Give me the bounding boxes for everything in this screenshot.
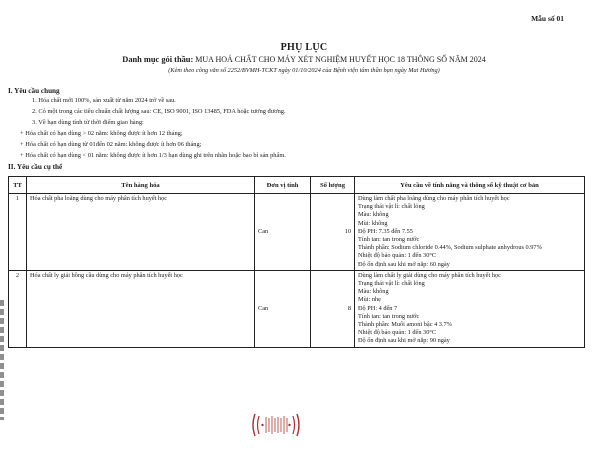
- row-name: Hóa chất pha loãng dùng cho máy phân tích huyết học: [27, 194, 255, 271]
- req-line: Trạng thái vật lí: chất lỏng: [358, 280, 425, 288]
- row-qty: 8: [311, 270, 355, 347]
- req-line: Tính tan: tan trong nước: [358, 236, 420, 244]
- row-tt: 2: [9, 270, 27, 347]
- subtitle-text: MUA HOÁ CHẤT CHO MÁY XÉT NGHIỆM HUYẾT HỌC 18 THÔNG SỐ NĂM 2024: [195, 55, 486, 64]
- req-line: Dùng làm chất ly giải dùng cho máy phân tích huyết học: [358, 271, 501, 279]
- req-line: Màu: không: [358, 288, 389, 296]
- req-line: Độ PH: 4 đến 7: [358, 304, 398, 312]
- form-number: Mẫu số 01: [531, 14, 564, 23]
- section-specific-heading: II. Yêu cầu cụ thể: [8, 163, 63, 171]
- general-line-5: + Hóa chất có hạn dùng từ 01đến 02 năm: không được ít hơn 06 tháng;: [20, 141, 202, 148]
- general-line-3: 3. Về hạn dùng tính từ thời điểm giao hàng:: [32, 119, 144, 126]
- general-line-2: 2. Có một trong các tiêu chuẩn chất lượng sau: CE, ISO 9001, ISO 13485, FDA hoặc tương đương.: [32, 108, 286, 115]
- row-unit: Can: [255, 270, 311, 347]
- col-header-tt: TT: [9, 177, 27, 194]
- section-general-heading: I. Yêu cầu chung: [8, 87, 60, 95]
- col-header-qty: Số lượng: [311, 177, 355, 194]
- row-requirements: [355, 194, 585, 271]
- page-edge-mark: [0, 300, 4, 420]
- table-header-row: [9, 177, 585, 194]
- row-tt: 1: [9, 194, 27, 271]
- row-unit: Can: [255, 194, 311, 271]
- req-line: Tính tan: tan trong nước: [358, 312, 420, 320]
- row-requirements: [355, 270, 585, 347]
- req-line: Dùng làm chất pha loãng dùng cho máy phân tích huyết học: [358, 195, 510, 202]
- table-row: [9, 270, 585, 347]
- req-line: Độ ổn định sau khi mở nắp: 60 ngày: [358, 260, 450, 268]
- general-line-4: + Hóa chất có hạn dùng > 02 năm: không được ít hơn 12 tháng;: [20, 130, 183, 137]
- req-line: Thành phần: Sodium chloride 0.44%, Sodium sulphate anhydrous 0.97%: [358, 244, 542, 252]
- req-line: Màu: không: [358, 211, 389, 219]
- req-line: Nhiệt độ bảo quản: 1 đến 30°C: [358, 329, 437, 337]
- page-subtitle: [0, 55, 608, 64]
- req-line: Trạng thái vật lí: chất lỏng: [358, 203, 425, 211]
- general-line-1: 1. Hóa chất mới 100%, sản xuất từ năm 2024 trở về sau.: [32, 97, 176, 104]
- req-line: Nhiệt độ bảo quản: 1 đến 30°C: [358, 252, 437, 260]
- col-header-name: Tên hàng hóa: [27, 177, 255, 194]
- row-qty: 10: [311, 194, 355, 271]
- table-row: [9, 194, 585, 271]
- req-line: Mùi: không: [358, 219, 388, 227]
- subtitle-label: Danh mục gói thầu:: [122, 55, 194, 64]
- req-line: Mùi: nhẹ: [358, 296, 381, 304]
- col-header-requirements: Yêu cầu về tính năng và thông số kỹ thuật cơ bản: [355, 177, 585, 194]
- row-name: Hóa chất ly giải hồng cầu dùng cho máy phân tích huyết học: [27, 270, 255, 347]
- requirements-table: [8, 176, 585, 348]
- req-line: Độ ổn định sau khi mở nắp: 90 ngày: [358, 337, 450, 345]
- page-title: PHỤ LỤC: [280, 42, 328, 53]
- stamp-seal-icon: [249, 410, 303, 440]
- reference-note: (Kèm theo công văn số 2252/BVMH-TCKT ngày 01/10/2024 của Bệnh viện tâm thần bạn ngày Mai Hương): [168, 67, 440, 74]
- req-line: Độ PH: 7.35 đến 7.55: [358, 227, 413, 235]
- req-line: Thành phần: Muối amoni bậc 4 3.7%: [358, 321, 452, 329]
- col-header-unit: Đơn vị tính: [255, 177, 311, 194]
- general-line-6: + Hóa chất có hạn dùng < 01 năm: không được ít hơn 1/3 hạn dùng ghi trên nhãn hoặc bao bì sản phẩm.: [20, 152, 286, 159]
